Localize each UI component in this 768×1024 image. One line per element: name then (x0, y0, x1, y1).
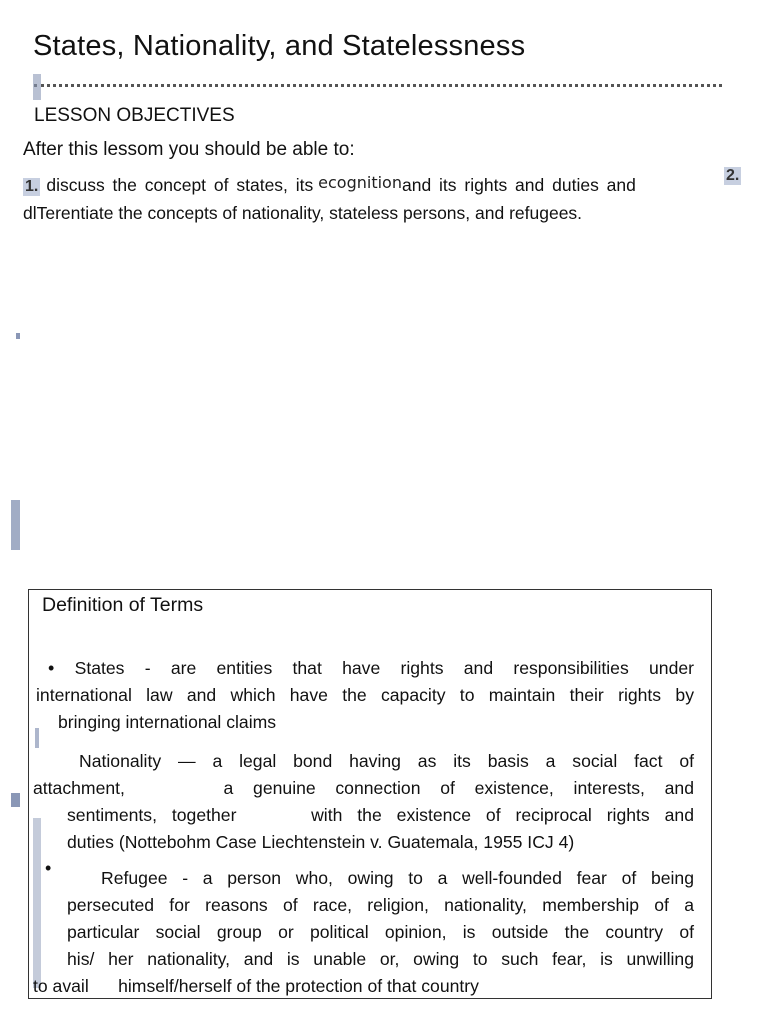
nationality-line-1: Nationality — a legal bond having as its basis a social fact of (79, 751, 694, 771)
nationality-line-3b: with the existence of reciprocal rights and (311, 805, 694, 825)
refugee-line-5b: himself/herself of the protection of that country (118, 976, 479, 996)
refugee-line-5a: to avail (33, 976, 89, 996)
scan-artifact (11, 793, 20, 807)
states-line-3: bringing international claims (58, 712, 277, 732)
states-line-2: international law and which have the capacity to maintain their rights (36, 685, 662, 705)
bullet-icon: • (45, 858, 52, 878)
scan-artifact (33, 74, 41, 100)
page-title: States, Nationality, and Statelessness (33, 30, 526, 62)
objective-number: 1. (25, 178, 39, 195)
definitions-box (28, 589, 712, 999)
objective-text-after: and its rights and duties and (401, 175, 636, 195)
nationality-line-2: attachment, (33, 778, 125, 798)
title-underline (34, 84, 722, 87)
states-line-2-end: by (675, 685, 694, 705)
scan-artifact (11, 500, 20, 550)
lesson-objectives-heading: LESSON OBJECTIVES (34, 105, 235, 126)
recognition-word: ecognition (318, 173, 402, 192)
refugee-line-2: persecuted for reasons of race, religion, nationality, membership of a (67, 895, 694, 915)
objectives-intro: After this lessom you should be able to: (23, 139, 355, 160)
definitions-heading: Definition of Terms (42, 594, 204, 616)
nationality-line-2-rest: a genuine connection of existence, interests, and (223, 778, 694, 798)
scan-artifact (16, 333, 20, 339)
objective-number-2: 2. (726, 167, 740, 184)
definition-states (36, 655, 694, 736)
refugee-line-3: particular social group or political opinion, is outside the country of (67, 922, 694, 942)
definition-nationality (33, 748, 694, 856)
objective-2: dlTerentiate the concepts of nationality, stateless persons, and refugees. (23, 203, 583, 223)
nationality-line-4: duties (Nottebohm Case Liechtenstein v. Guatemala, 1955 ICJ 4) (67, 832, 575, 852)
refugee-line-4: his/ her nationality, and is unable or, owing to such fear, is unwilling (67, 949, 694, 969)
objective-1 (23, 175, 717, 196)
states-line-1: States - are entities that have rights and responsibilities under (74, 658, 695, 678)
refugee-line-1: Refugee - a person who, owing to a well-founded fear of being (101, 868, 694, 888)
objective-text: discuss the concept of states, its (46, 175, 314, 195)
bullet-icon: • (48, 658, 55, 678)
nationality-line-3a: sentiments, together (67, 805, 237, 825)
definition-refugee (33, 858, 694, 1000)
